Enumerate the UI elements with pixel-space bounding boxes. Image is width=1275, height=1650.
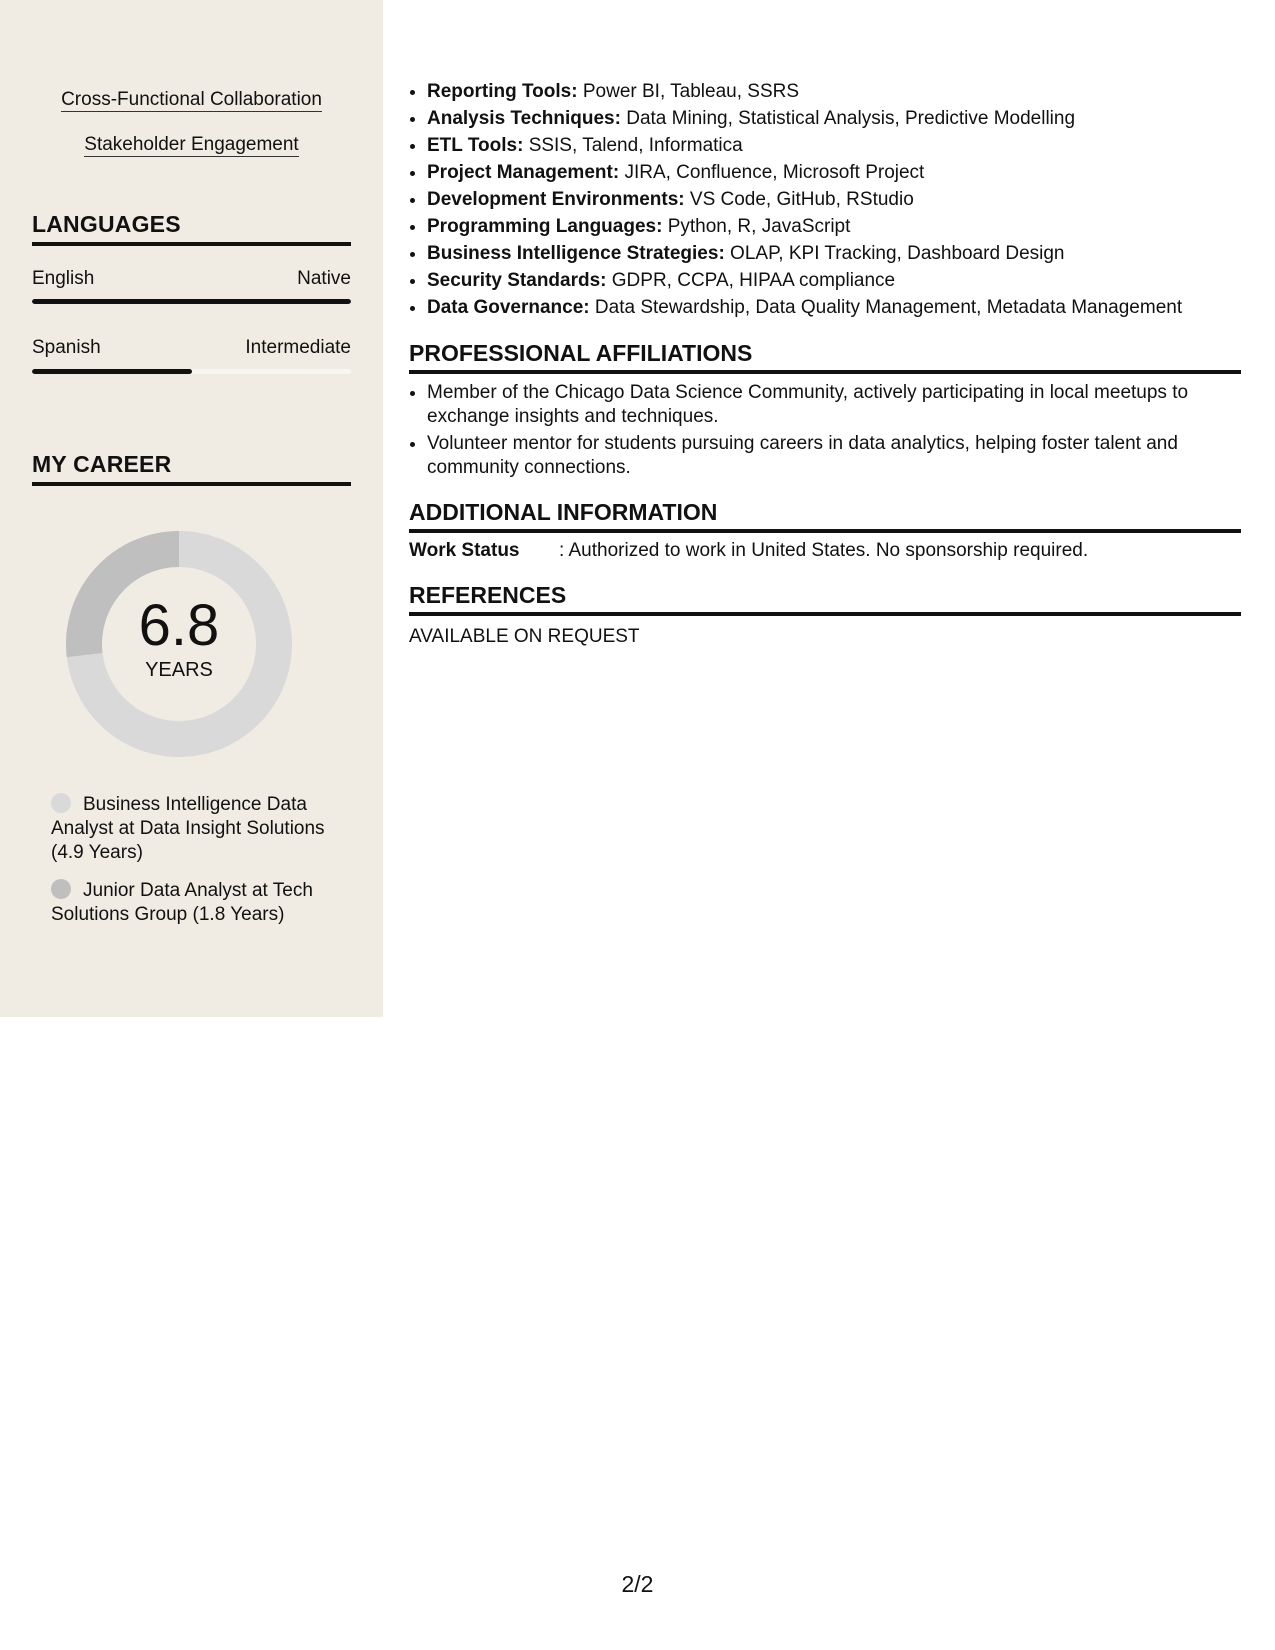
- skill-item: [427, 294, 1241, 321]
- language-row: [32, 268, 351, 290]
- affiliation-item: • Member of the Chicago Data Science Community, actively participating in local meetups to exchange insights and techniques.: [427, 381, 1197, 429]
- skill-item: [427, 78, 1241, 105]
- language-proficiency-fill: [32, 369, 192, 374]
- work-status-value: : Authorized to work in United States. No sponsorship required.: [559, 540, 1089, 561]
- skill-item: [427, 132, 1241, 159]
- career-legend-dot: [51, 793, 71, 813]
- skill-value: JIRA, Confluence, Microsoft Project: [624, 162, 925, 183]
- career-total-unit: YEARS: [145, 658, 213, 681]
- skills-list: [409, 78, 1241, 321]
- skill-value: VS Code, GitHub, RStudio: [689, 189, 914, 210]
- language-name: Spanish: [32, 337, 101, 358]
- career-legend-dot: [51, 879, 71, 899]
- career-item: [51, 879, 341, 927]
- references-heading: REFERENCES: [409, 582, 1241, 616]
- language-name: English: [32, 268, 95, 289]
- page-number: 2/2: [621, 1571, 654, 1597]
- career-donut: [66, 531, 292, 757]
- skill-item: [427, 240, 1241, 267]
- skill-label: ETL Tools:: [427, 135, 524, 156]
- language-level: Native: [297, 268, 351, 289]
- skill-value: SSIS, Talend, Informatica: [528, 135, 743, 156]
- career-item-text: Junior Data Analyst at Tech Solutions Group (1.8 Years): [51, 880, 313, 925]
- skill-tag: [0, 133, 383, 157]
- affiliations-list: [409, 381, 1197, 483]
- skill-label: Security Standards:: [427, 270, 607, 291]
- career-item: [51, 793, 341, 865]
- career-total: [66, 531, 292, 757]
- career-heading: MY CAREER: [32, 451, 351, 486]
- work-status-row: [409, 540, 1088, 562]
- skill-tag-label: Cross-Functional Collaboration: [61, 89, 322, 110]
- skill-item: [427, 213, 1241, 240]
- skill-value: Python, R, JavaScript: [667, 216, 851, 237]
- skill-tag-label: Stakeholder Engagement: [84, 134, 299, 155]
- skill-label: Data Governance:: [427, 297, 590, 318]
- skill-tag: [0, 88, 383, 112]
- language-proficiency-bar: [32, 299, 351, 304]
- career-item-text: Business Intelligence Data Analyst at Data Insight Solutions (4.9 Years): [51, 794, 325, 863]
- work-status-label: Work Status: [409, 540, 520, 561]
- career-total-value: 6.8: [138, 592, 220, 658]
- references-text: AVAILABLE ON REQUEST: [409, 626, 640, 647]
- skill-label: Business Intelligence Strategies:: [427, 243, 725, 264]
- skill-item: [427, 186, 1241, 213]
- affiliations-heading: PROFESSIONAL AFFILIATIONS: [409, 340, 1241, 374]
- languages-heading: LANGUAGES: [32, 211, 351, 246]
- skill-label: Programming Languages:: [427, 216, 663, 237]
- skill-value: Data Stewardship, Data Quality Management, Metadata Management: [594, 297, 1183, 318]
- skill-value: OLAP, KPI Tracking, Dashboard Design: [730, 243, 1065, 264]
- language-row: [32, 337, 351, 359]
- skill-item: [427, 267, 1241, 294]
- skill-value: Data Mining, Statistical Analysis, Predictive Modelling: [626, 108, 1076, 129]
- skill-label: Reporting Tools:: [427, 81, 578, 102]
- sidebar: [0, 0, 383, 1017]
- affiliation-item: • Volunteer mentor for students pursuing careers in data analytics, helping foster talent and community connections.: [427, 432, 1197, 480]
- skill-item: [427, 105, 1241, 132]
- skill-value: Power BI, Tableau, SSRS: [582, 81, 800, 102]
- additional-info-heading: ADDITIONAL INFORMATION: [409, 499, 1241, 533]
- language-proficiency-fill: [32, 299, 351, 304]
- language-proficiency-bar: [32, 369, 351, 374]
- language-level: Intermediate: [245, 337, 351, 358]
- skill-label: Project Management:: [427, 162, 620, 183]
- skill-item: [427, 159, 1241, 186]
- skill-value: GDPR, CCPA, HIPAA compliance: [611, 270, 896, 291]
- skill-label: Analysis Techniques:: [427, 108, 621, 129]
- skill-label: Development Environments:: [427, 189, 685, 210]
